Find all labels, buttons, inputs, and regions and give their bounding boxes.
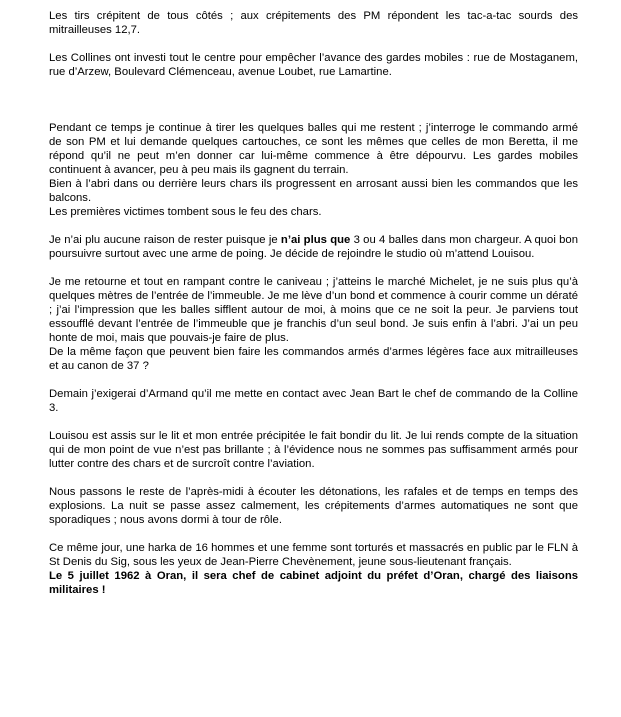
- text-segment: Je n’ai plu aucune raison de rester puisque je: [49, 234, 281, 246]
- text-segment: De la même façon que peuvent bien faire les commandos armés d’armes légères face aux mitrailleuses et au canon de 37 ?: [49, 346, 578, 372]
- paragraph-collines: [49, 51, 578, 79]
- text-segment-bold: Le 5 juillet 1962 à Oran, il sera chef de cabinet adjoint du préfet d’Oran, chargé des liaisons militaires !: [49, 570, 578, 596]
- text-segment: Je me retourne et tout en rampant contre le caniveau ; j’atteins le marché Michelet, je ne suis plus qu’à quelques mètres de l’entrée de l’immeuble. Je me lève d’un bond et commence à courir comme un dératé ; j’ai l’impression que les balles sifflent autour de moi, à moins que ce ne soit la peur. Je parviens tout essoufflé devant l’entrée de l’immeuble que je franchis d’un seul bond. Je suis enfin à l’abri. J’ai un peu honte de moi, mais que pouvais-je faire de plus.: [49, 276, 578, 344]
- paragraph-escape: [49, 275, 578, 345]
- text-segment: Ce même jour, une harka de 16 hommes et une femme sont torturés et massacrés en public par le FLN à St Denis du Sig, sous les yeux de Jean-Pierre Chevènement, jeune sous-lieutenant français.: [49, 542, 578, 568]
- text-segment: Louisou est assis sur le lit et mon entrée précipitée le fait bondir du lit. Je lui rends compte de la situation qui de mon point de vue n’est pas brillante ; à l’évidence nous ne sommes pas suffisamment armés pour lutter contre des chars et de surcroît contre l’aviation.: [49, 430, 578, 470]
- text-segment: Bien à l’abri dans ou derrière leurs chars ils progressent en arrosant aussi bien les commandos que les balcons.: [49, 178, 578, 204]
- text-segment: Demain j’exigerai d’Armand qu’il me mette en contact avec Jean Bart le chef de commando de la Colline 3.: [49, 388, 578, 414]
- text-segment: 3 ou 4 balles dans mon chargeur. A quoi bon poursuivre surtout avec une arme de poing. Je décide de rejoindre le studio où m’attend Louisou.: [49, 234, 578, 260]
- paragraph-louisou: [49, 429, 578, 471]
- paragraph-light-weapons: [49, 345, 578, 373]
- paragraph-armand: [49, 387, 578, 415]
- text-segment-bold: n’ai plus que: [280, 234, 351, 246]
- text-segment: Nous passons le reste de l’après-midi à écouter les détonations, les rafales et de temps en temps des explosions. La nuit se passe assez calmement, les crépitements d’armes automatiques ne sont que sporadiques ; nous avons dormi à tour de rôle.: [49, 486, 578, 526]
- paragraph-cartridges: [49, 121, 578, 177]
- paragraph-gunfire: [49, 9, 578, 37]
- text-segment: Les tirs crépitent de tous côtés ; aux crépitements des PM répondent les tac-a-tac sourds des mitrailleuses 12,7.: [49, 10, 578, 36]
- text-segment: Les premières victimes tombent sous le feu des chars.: [49, 206, 322, 218]
- text-segment: Pendant ce temps je continue à tirer les quelques balles qui me restent ; j’interroge le commando armé de son PM et lui demande quelques cartouches, ce sont les mêmes que celles de mon Beretta, il me répond qu’il ne peut m’en donner car lui-même commence à être dépourvu. Les gardes mobiles continuent à avancer, peu à peu mais ils gagnent du terrain.: [49, 122, 578, 176]
- paragraph-decision: [49, 233, 578, 261]
- paragraph-first-victims: [49, 205, 578, 219]
- paragraph-tanks: [49, 177, 578, 205]
- paragraph-harka: [49, 541, 578, 569]
- text-segment: Les Collines ont investi tout le centre pour empêcher l’avance des gardes mobiles : rue de Mostaganem, rue d’Arzew, Boulevard Clémenceau, avenue Loubet, rue Lamartine.: [49, 52, 578, 78]
- paragraph-afternoon: [49, 485, 578, 527]
- paragraph-chevenement: [49, 569, 578, 597]
